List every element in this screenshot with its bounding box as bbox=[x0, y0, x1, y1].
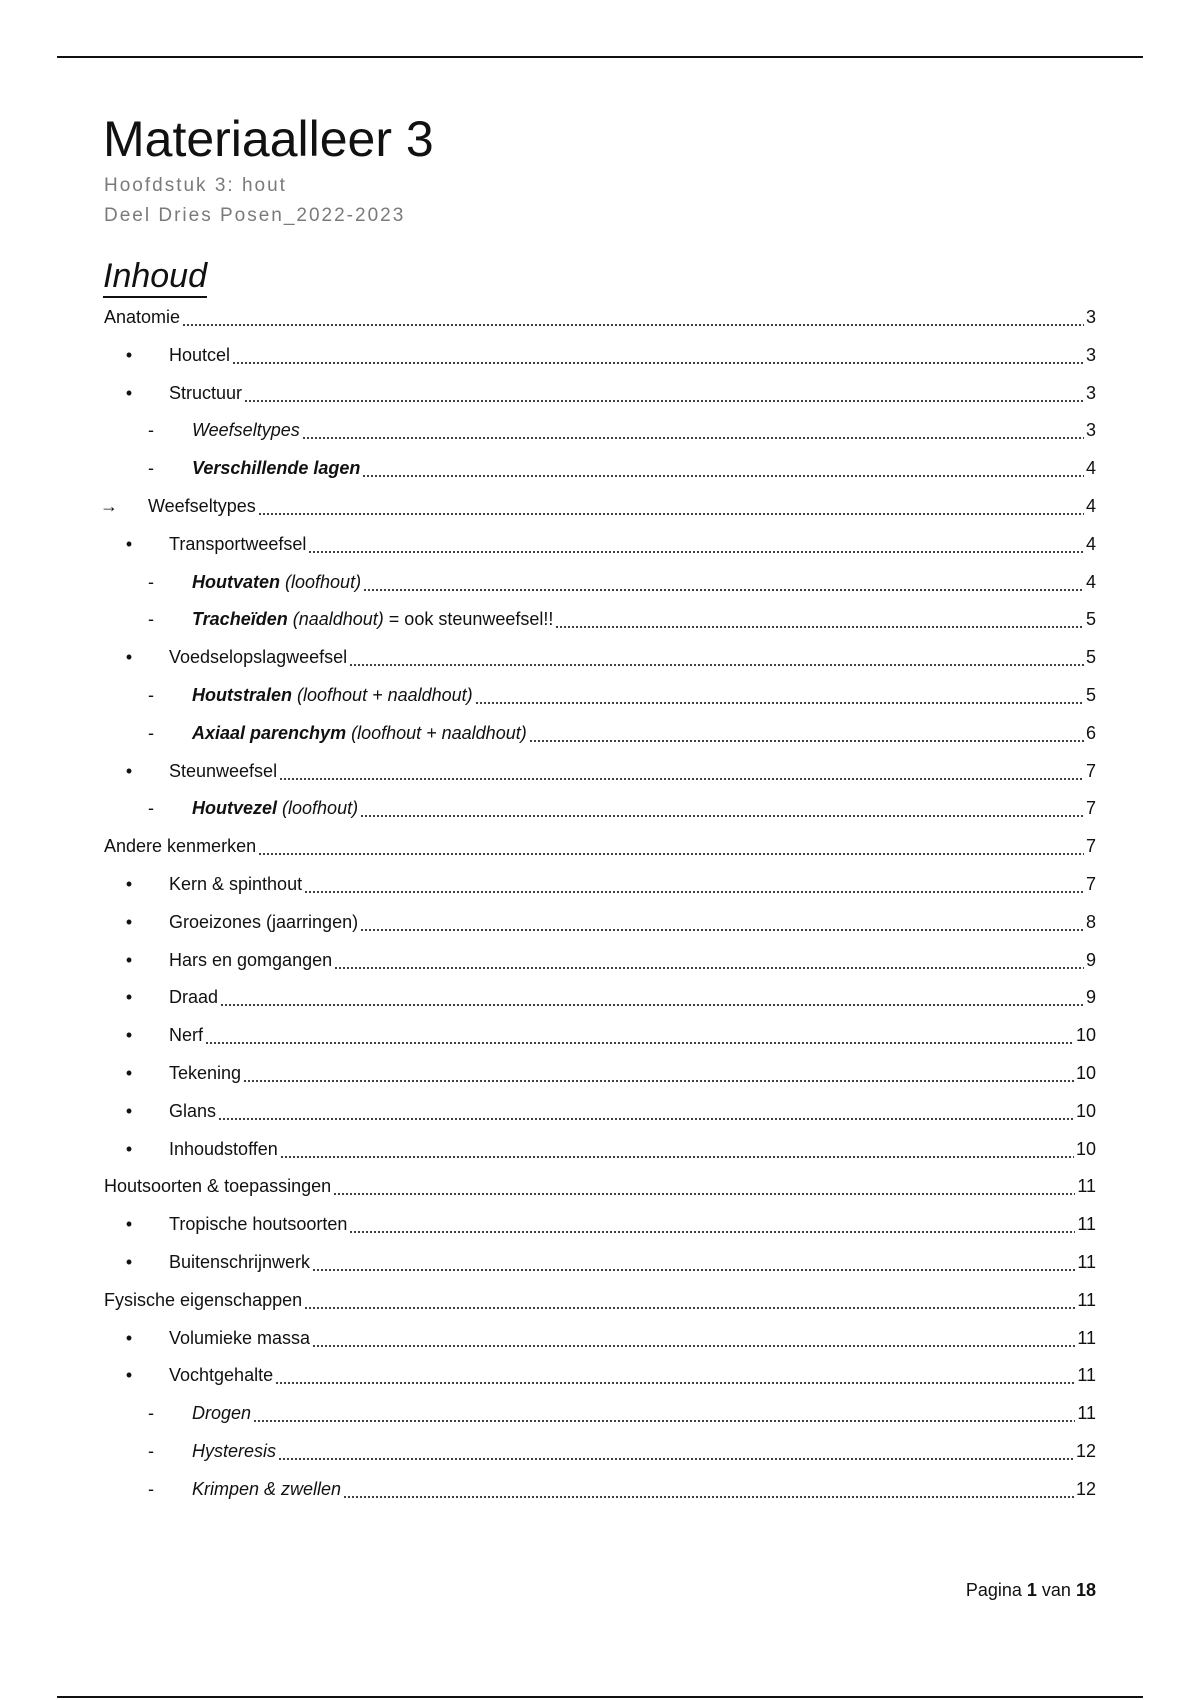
toc-page-number: 7 bbox=[1085, 836, 1096, 857]
toc-entry-label-part: Tekening bbox=[169, 1063, 242, 1083]
toc-entry-label-part: Nerf bbox=[169, 1025, 204, 1046]
toc-entry[interactable] bbox=[0, 304, 1200, 330]
bullet-marker: • bbox=[125, 1138, 133, 1159]
toc-entry-line bbox=[169, 1098, 1096, 1124]
bullet-marker: • bbox=[125, 1025, 133, 1046]
toc-entry[interactable] bbox=[0, 795, 1200, 821]
toc-entry-line bbox=[169, 1136, 1096, 1162]
toc-entry-label bbox=[169, 1362, 273, 1388]
toc-dot-leader bbox=[363, 569, 1084, 595]
toc-dot-leader bbox=[555, 606, 1084, 632]
toc-entry-line bbox=[169, 947, 1096, 973]
toc-entry-line bbox=[169, 871, 1096, 897]
toc-entry[interactable] bbox=[0, 1438, 1200, 1464]
toc-entry-line bbox=[192, 795, 1096, 821]
toc-entry-line bbox=[192, 720, 1096, 746]
toc-entry[interactable] bbox=[0, 531, 1200, 557]
dash-marker: - bbox=[148, 1403, 154, 1424]
toc-dot-leader bbox=[349, 644, 1084, 670]
toc-entry-line bbox=[169, 342, 1096, 368]
toc-entry-line bbox=[148, 493, 1096, 519]
toc-entry-line bbox=[192, 569, 1096, 595]
toc-dot-leader bbox=[312, 1249, 1075, 1275]
toc-page-number: 4 bbox=[1085, 533, 1096, 554]
toc-entry[interactable] bbox=[0, 1362, 1200, 1388]
toc-page-number: 11 bbox=[1077, 1214, 1096, 1235]
toc-page-number: 6 bbox=[1085, 722, 1096, 743]
toc-page-number: 3 bbox=[1085, 307, 1096, 327]
dash-marker: - bbox=[148, 420, 154, 441]
dash-marker: - bbox=[148, 1478, 154, 1499]
toc-entry-label-part: Steunweefsel bbox=[169, 760, 278, 781]
toc-page-number: 3 bbox=[1085, 382, 1096, 403]
toc-entry-label-part: Drogen bbox=[192, 1403, 252, 1424]
toc-entry-label bbox=[169, 342, 230, 368]
toc-entry-label-part: Tropische houtsoorten bbox=[169, 1214, 348, 1235]
toc-entry-label-part: Anatomie bbox=[104, 307, 181, 327]
toc-entry[interactable] bbox=[0, 1287, 1200, 1313]
toc-page-number: 12 bbox=[1075, 1478, 1096, 1499]
toc-dot-leader bbox=[343, 1476, 1074, 1502]
toc-page-number: 5 bbox=[1085, 609, 1096, 630]
toc-entry-label bbox=[192, 682, 473, 708]
toc-entry-label bbox=[169, 1022, 203, 1048]
toc-entry-label bbox=[192, 1400, 251, 1426]
toc-entry-label-part: Weefseltypes bbox=[192, 420, 300, 441]
dash-marker: - bbox=[148, 685, 154, 705]
toc-entry[interactable] bbox=[0, 380, 1200, 406]
toc-page-number: 7 bbox=[1085, 798, 1096, 819]
toc-entry-label-part: Weefseltypes bbox=[148, 496, 256, 516]
toc-dot-leader bbox=[333, 1173, 1075, 1199]
toc-page-number: 11 bbox=[1077, 1403, 1096, 1424]
toc-entry-label bbox=[192, 795, 358, 821]
toc-page-number: 10 bbox=[1075, 1138, 1096, 1159]
toc-dot-leader bbox=[218, 1098, 1074, 1124]
toc-entry-line bbox=[192, 1476, 1096, 1502]
toc-dot-leader bbox=[275, 1362, 1075, 1388]
toc-page-number: 3 bbox=[1085, 344, 1096, 365]
toc-entry[interactable] bbox=[0, 758, 1200, 784]
dash-marker: - bbox=[148, 722, 154, 743]
toc-heading: Inhoud bbox=[103, 256, 207, 298]
toc-entry-label-part: Houtvezel bbox=[192, 798, 278, 819]
toc-entry-label-part: (loofhout) bbox=[277, 798, 359, 819]
footer-total-pages: 18 bbox=[1075, 1580, 1096, 1600]
toc-entry[interactable] bbox=[0, 984, 1200, 1010]
toc-entry-line bbox=[104, 833, 1096, 859]
toc-page-number: 9 bbox=[1085, 987, 1096, 1008]
toc-entry-line bbox=[169, 909, 1096, 935]
toc-page-number: 11 bbox=[1077, 1252, 1096, 1272]
toc-entry-label-part: Houtvaten bbox=[192, 571, 281, 592]
toc-entry[interactable] bbox=[0, 947, 1200, 973]
bullet-marker: • bbox=[125, 647, 133, 668]
toc-entry-label bbox=[169, 758, 277, 784]
toc-entry[interactable] bbox=[0, 682, 1200, 708]
footer-rule bbox=[57, 1696, 1143, 1698]
toc-entry-label-part: Draad bbox=[169, 987, 219, 1008]
toc-entry-line bbox=[169, 380, 1096, 406]
toc-dot-leader bbox=[308, 531, 1084, 557]
toc-entry-line bbox=[169, 1362, 1096, 1388]
bullet-marker: • bbox=[125, 1100, 133, 1121]
toc-dot-leader bbox=[232, 342, 1084, 368]
dash-marker: - bbox=[148, 1441, 154, 1461]
toc-entry-line bbox=[104, 304, 1096, 330]
toc-entry-label-part: Hars en gomgangen bbox=[169, 949, 333, 970]
toc-dot-leader bbox=[349, 1211, 1075, 1237]
toc-entry-label-part: Verschillende lagen bbox=[192, 458, 361, 479]
bullet-marker: • bbox=[125, 382, 133, 403]
toc-entry-line bbox=[192, 682, 1096, 708]
toc-page-number: 7 bbox=[1085, 874, 1096, 894]
toc-entry-label bbox=[169, 947, 332, 973]
toc-entry-label-part: Axiaal parenchym bbox=[192, 722, 347, 743]
toc-page-number: 12 bbox=[1075, 1441, 1096, 1461]
toc-entry-line bbox=[169, 1060, 1096, 1086]
toc-entry[interactable] bbox=[0, 1325, 1200, 1351]
toc-entry-label-part: Glans bbox=[169, 1100, 217, 1121]
toc-entry-label bbox=[169, 1060, 241, 1086]
toc-page-number: 7 bbox=[1085, 760, 1096, 781]
toc-entry-line bbox=[192, 1438, 1096, 1464]
toc-entry-label bbox=[169, 644, 347, 670]
toc-entry-line bbox=[169, 531, 1096, 557]
bullet-marker: • bbox=[125, 760, 133, 781]
toc-dot-leader bbox=[253, 1400, 1075, 1426]
toc-page-number: 4 bbox=[1085, 458, 1096, 479]
bullet-marker: • bbox=[125, 533, 133, 554]
toc-dot-leader bbox=[304, 1287, 1075, 1313]
bullet-marker: • bbox=[125, 874, 133, 894]
dash-marker: - bbox=[148, 571, 154, 592]
toc-entry-line bbox=[169, 984, 1096, 1010]
toc-entry-label-part: (naaldhout) bbox=[287, 609, 384, 630]
toc-entry-label bbox=[169, 531, 306, 557]
toc-entry-label bbox=[169, 909, 358, 935]
toc-entry-label-part: Krimpen & zwellen bbox=[192, 1478, 342, 1499]
dash-marker: - bbox=[148, 798, 154, 819]
toc-entry-line bbox=[192, 455, 1096, 481]
bullet-marker: • bbox=[125, 987, 133, 1008]
toc-dot-leader bbox=[243, 1060, 1074, 1086]
footer-prefix: Pagina bbox=[965, 1580, 1022, 1600]
toc-entry[interactable] bbox=[0, 909, 1200, 935]
toc-entry[interactable] bbox=[0, 1136, 1200, 1162]
toc-entry-line bbox=[104, 1173, 1096, 1199]
toc-entry-label bbox=[104, 304, 180, 330]
toc-entry-label bbox=[169, 984, 218, 1010]
toc-entry-label-part: Structuur bbox=[169, 382, 243, 403]
toc-dot-leader bbox=[220, 984, 1084, 1010]
toc-entry-line bbox=[169, 1211, 1096, 1237]
toc-page-number: 4 bbox=[1085, 496, 1096, 516]
document-subtitle-author: Deel Dries Posen_2022-2023 bbox=[104, 205, 406, 226]
toc-entry[interactable] bbox=[0, 455, 1200, 481]
toc-entry-label bbox=[104, 833, 256, 859]
bullet-marker: • bbox=[125, 1327, 133, 1348]
dash-marker: - bbox=[148, 458, 154, 479]
toc-dot-leader bbox=[312, 1325, 1075, 1351]
toc-entry-label bbox=[169, 1249, 310, 1275]
toc-entry-label bbox=[104, 1287, 302, 1313]
toc-entry-line bbox=[169, 758, 1096, 784]
toc-entry-label-part: Buitenschrijnwerk bbox=[169, 1252, 311, 1272]
toc-entry-line bbox=[169, 644, 1096, 670]
toc-entry-label bbox=[192, 1438, 276, 1464]
toc-dot-leader bbox=[280, 1136, 1074, 1162]
toc-dot-leader bbox=[529, 720, 1084, 746]
toc-entry-label-part: Houtcel bbox=[169, 344, 231, 365]
toc-entry-label bbox=[192, 455, 360, 481]
toc-entry[interactable] bbox=[0, 1060, 1200, 1086]
toc-entry-label-part: (loofhout + naaldhout) bbox=[346, 722, 527, 743]
bullet-marker: • bbox=[125, 344, 133, 365]
toc-entry-line bbox=[192, 606, 1096, 632]
toc-entry-line bbox=[169, 1325, 1096, 1351]
arrow-right-icon: → bbox=[100, 496, 118, 516]
toc-entry-label-part: Hysteresis bbox=[192, 1441, 277, 1461]
toc-entry-label-part: = ook steunweefsel!! bbox=[383, 609, 554, 630]
toc-entry-label bbox=[169, 871, 302, 897]
toc-page-number: 11 bbox=[1077, 1176, 1096, 1197]
toc-page-number: 4 bbox=[1085, 571, 1096, 592]
toc-page-number: 10 bbox=[1075, 1100, 1096, 1121]
toc-page-number: 8 bbox=[1085, 911, 1096, 932]
toc-dot-leader bbox=[279, 758, 1084, 784]
toc-entry-line bbox=[104, 1287, 1096, 1313]
toc-page-number: 9 bbox=[1085, 949, 1096, 970]
toc-entry[interactable] bbox=[0, 1211, 1200, 1237]
toc-page-number: 10 bbox=[1075, 1025, 1096, 1046]
document-title: Materiaalleer 3 bbox=[103, 111, 434, 167]
toc-entry-label-part: Voedselopslagweefsel bbox=[169, 647, 348, 668]
bullet-marker: • bbox=[125, 1063, 133, 1083]
toc-entry-label-part: Tracheïden bbox=[192, 609, 288, 630]
toc-entry[interactable] bbox=[0, 833, 1200, 859]
toc-dot-leader bbox=[258, 833, 1084, 859]
bullet-marker: • bbox=[125, 949, 133, 970]
toc-dot-leader bbox=[244, 380, 1084, 406]
toc-entry[interactable] bbox=[0, 1249, 1200, 1275]
toc-entry-line bbox=[192, 1400, 1096, 1426]
toc-entry-line bbox=[169, 1249, 1096, 1275]
toc-page-number: 5 bbox=[1085, 685, 1096, 705]
toc-entry-label bbox=[192, 1476, 341, 1502]
toc-page-number: 3 bbox=[1085, 420, 1096, 441]
toc-entry[interactable] bbox=[0, 569, 1200, 595]
toc-entry-label-part: (loofhout + naaldhout) bbox=[292, 685, 473, 705]
toc-entry-label-part: Andere kenmerken bbox=[104, 836, 257, 857]
toc-entry[interactable] bbox=[0, 720, 1200, 746]
toc-entry-label bbox=[169, 1136, 278, 1162]
toc-entry-line bbox=[169, 1022, 1096, 1048]
toc-entry-label bbox=[192, 569, 361, 595]
toc-dot-leader bbox=[334, 947, 1084, 973]
toc-entry[interactable] bbox=[0, 871, 1200, 897]
toc-page-number: 10 bbox=[1075, 1063, 1096, 1083]
bullet-marker: • bbox=[125, 1365, 133, 1386]
toc-entry-label-part: Vochtgehalte bbox=[169, 1365, 274, 1386]
bullet-marker: • bbox=[125, 1214, 133, 1235]
toc-entry[interactable] bbox=[0, 1173, 1200, 1199]
toc-dot-leader bbox=[360, 909, 1084, 935]
header-rule bbox=[57, 56, 1143, 58]
toc-entry[interactable] bbox=[0, 644, 1200, 670]
toc-entry-label-part: Kern & spinthout bbox=[169, 874, 303, 894]
toc-entry-label bbox=[104, 1173, 331, 1199]
toc-entry-label bbox=[192, 720, 527, 746]
toc-entry-label bbox=[148, 493, 256, 519]
toc-dot-leader bbox=[182, 304, 1084, 330]
toc-entry[interactable] bbox=[0, 493, 1200, 519]
toc-page-number: 5 bbox=[1085, 647, 1096, 668]
toc-page-number: 11 bbox=[1077, 1327, 1096, 1348]
toc-entry-label-part: Fysische eigenschappen bbox=[104, 1289, 303, 1310]
toc-dot-leader bbox=[205, 1022, 1074, 1048]
toc-entry-label bbox=[169, 1098, 216, 1124]
toc-dot-leader bbox=[278, 1438, 1074, 1464]
footer-current-page: 1 bbox=[1026, 1580, 1037, 1600]
toc-entry-label bbox=[192, 606, 553, 632]
toc-page-number: 11 bbox=[1077, 1365, 1096, 1386]
toc-dot-leader bbox=[475, 682, 1084, 708]
toc-page-number: 11 bbox=[1077, 1289, 1096, 1310]
toc-entry[interactable] bbox=[0, 1476, 1200, 1502]
dash-marker: - bbox=[148, 609, 154, 630]
toc-entry-label bbox=[169, 380, 242, 406]
toc-entry-label-part: Inhoudstoffen bbox=[169, 1138, 278, 1159]
toc-entry-label-part: (loofhout) bbox=[280, 571, 362, 592]
toc-entry[interactable] bbox=[0, 1022, 1200, 1048]
toc-entry-label-part: Houtsoorten & toepassingen bbox=[104, 1176, 332, 1197]
page-footer bbox=[966, 1578, 1096, 1602]
toc-entry-label-part: Volumieke massa bbox=[169, 1327, 311, 1348]
toc-entry[interactable] bbox=[0, 342, 1200, 368]
document-subtitle-chapter: Hoofdstuk 3: hout bbox=[104, 175, 287, 196]
toc-entry-label bbox=[192, 417, 300, 443]
toc-entry-line bbox=[192, 417, 1096, 443]
toc-dot-leader bbox=[302, 417, 1084, 443]
toc-entry[interactable] bbox=[0, 1098, 1200, 1124]
toc-entry-label bbox=[169, 1325, 310, 1351]
toc-entry[interactable] bbox=[0, 606, 1200, 632]
toc-dot-leader bbox=[360, 795, 1084, 821]
toc-entry[interactable] bbox=[0, 417, 1200, 443]
toc-dot-leader bbox=[258, 493, 1084, 519]
toc-entry-label-part: Transportweefsel bbox=[169, 533, 307, 554]
toc-entry-label bbox=[169, 1211, 347, 1237]
toc-dot-leader bbox=[362, 455, 1084, 481]
toc-entry[interactable] bbox=[0, 1400, 1200, 1426]
bullet-marker: • bbox=[125, 911, 133, 932]
footer-middle: van bbox=[1041, 1580, 1071, 1600]
toc-entry-label-part: Groeizones (jaarringen) bbox=[169, 911, 359, 932]
toc-dot-leader bbox=[304, 871, 1084, 897]
toc-entry-label-part: Houtstralen bbox=[192, 685, 293, 705]
bullet-marker: • bbox=[125, 1252, 133, 1272]
